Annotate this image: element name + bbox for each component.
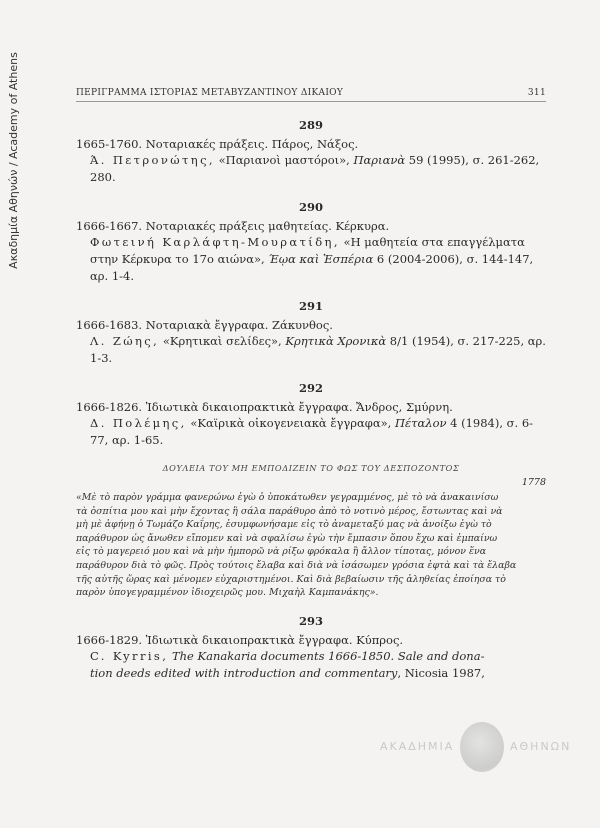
entry-reference [90, 333, 546, 367]
entry-author: Ά. Πετρονώτης, [90, 153, 215, 167]
quote-body [76, 491, 546, 600]
entry-details: 4 (1984), σ. 6-77, αρ. 1-65. [90, 416, 534, 447]
entry-journal: Παριανὰ [353, 153, 406, 167]
quote-year: 1778 [521, 477, 546, 488]
entry-details: 8/1 (1954), σ. 217-225, αρ. 1-3. [90, 334, 546, 365]
quote-title: ΔΟΥΛΕΙΑ ΤΟΥ ΜΗ ΕΜΠΟΔΙΖΕΙΝ ΤΟ ΦΩΣ ΤΟΥ ΔΕΣΠΟΖΟΝΤΟΣ [162, 463, 460, 473]
quote-line: «Μὲ τὸ παρὸν γράμμα φανερώνω ἐγὼ ὁ ὑποκάτωθεν γεγραμμένος, μὲ τὸ νὰ ἀνακαινίσω [76, 492, 499, 503]
quote-line: εἰς τὸ μαγερειό μου καὶ νὰ μὴν ἠμπορῶ νὰ ρίξω φρόκαλα ἢ ἄλλον τίποτας, μόνον ἕνα [76, 546, 487, 558]
entry-reference [90, 152, 546, 186]
quote-line: μὴ μὲ ἀφήνῃ ὁ Τωμάζο Καΐρης, ἐσυμφωνήσαμε εἰς τὸ ἀναμεταξύ μας νὰ ἀνοίξω ἐγὼ τὸ [76, 519, 492, 531]
entry-reference [90, 415, 546, 449]
entry-details: 6 (2004-2006), σ. 144-147, αρ. 1-4. [90, 252, 534, 283]
entry-heading: 1666-1826. Ἰδιωτικὰ δικαιοπρακτικὰ ἔγγραφα. Ἄνδρος, Σμύρνη. [76, 400, 453, 414]
entry-heading: 1666-1683. Νοταριακὰ ἔγγραφα. Ζάκυνθος. [76, 318, 333, 332]
entry-details: , Nicosia 1987, [397, 665, 485, 680]
running-head-title: ΠΕΡΙΓΡΑΜΜΑ ΙΣΤΟΡΙΑΣ ΜΕΤΑΒΥΖΑΝΤΙΝΟΥ ΔΙΚΑΙΟΥ [76, 88, 344, 98]
entry-heading: 1666-1829. Ἰδιωτικὰ δικαιοπρακτικὰ ἔγγραφα. Κύπρος. [76, 632, 404, 647]
athena-medallion-icon [460, 722, 504, 772]
entry-article: «Κρητικαὶ σελίδες», [159, 334, 286, 348]
entry-details: 59 (1995), σ. 261-262, 280. [90, 153, 540, 184]
entry-article: «Παριανοὶ μαστόροι», [214, 153, 354, 167]
entry-author: Φωτεινή Καρλάφτη-Μουρατίδη, [90, 235, 340, 249]
stamp-left-text: ΑΚΑΔΗΜΙΑ [380, 740, 455, 753]
entry-author: C. Kyrris, [90, 648, 169, 663]
entry-number: 291 [298, 299, 323, 313]
entry-article: «Καϊρικὰ οἰκογενειακὰ ἔγγραφα», [186, 416, 395, 430]
entry-reference [90, 648, 546, 682]
quote-line: παράθυρον ὡς ἄνωθεν εἴπομεν καὶ νὰ σφαλίσω ἐγὼ τὴν ἔμπασιν ὅπου ἔχω καὶ ἐμπαίνω [76, 532, 498, 544]
entry-number: 289 [298, 118, 323, 132]
side-watermark [2, 40, 24, 280]
entry-number: 290 [298, 200, 323, 214]
stamp-right-text: ΑΘΗΝΩΝ [510, 740, 572, 753]
entry-article: «Η μαθητεία στα επαγγέλματα στην Κέρκυρα το 17ο αιώνα», [90, 235, 525, 266]
entry-book-title-cont: tion deeds edited with introduction and commentary [90, 665, 398, 680]
entry-book-title: The Kanakaria documents 1666-1850. Sale and dona- [168, 648, 485, 663]
entry-author: Λ. Ζώης, [90, 334, 160, 348]
entry-heading: 1666-1667. Νοταριακές πράξεις μαθητείας. Κέρκυρα. [76, 219, 390, 233]
side-watermark-text: Ακαδημία Αθηνών / Academy of Athens [6, 51, 20, 269]
entry-journal: Πέταλον [394, 416, 447, 430]
quote-line: παρὸν ὑπογεγραμμένον ἰδιοχειρῶς μου. Μιχαὴλ Καμπανάκης». [76, 587, 379, 599]
quote-line: τῆς αὐτῆς ὥρας καὶ μένομεν εὐχαριστημένοι. Καὶ διὰ βεβαίωσιν τῆς ἀληθείας ἐποίησα τὸ [76, 573, 506, 585]
quote-line: τὰ ὀσπίτια μου καὶ μὴν ἔχοντας ἢ σάλα παράθυρο ἀπὸ τὸ νοτινὸ μέρος, ἔστωντας καὶ νὰ [76, 505, 503, 517]
entry-journal: Έῳα καὶ Ἑσπέρια [268, 252, 374, 266]
page-number: 311 [527, 88, 546, 98]
entry-number: 292 [298, 381, 323, 395]
academy-stamp [372, 718, 582, 778]
entry-journal: Κρητικὰ Χρονικὰ [285, 334, 387, 348]
entry-number: 293 [298, 613, 323, 628]
entry-reference [90, 234, 546, 285]
page [76, 88, 546, 682]
quote-line: παράθυρον διὰ τὸ φῶς. Πρὸς τούτοις ἔλαβα καὶ διὰ νὰ ἰσάσωμεν γρόσια ἑφτὰ καὶ τὰ ἔλαβα [76, 559, 517, 571]
entry-heading: 1665-1760. Νοταριακές πράξεις. Πάρος, Νάξος. [76, 137, 359, 151]
running-head [76, 88, 546, 102]
entry-author: Δ. Πολέμης, [90, 416, 187, 430]
